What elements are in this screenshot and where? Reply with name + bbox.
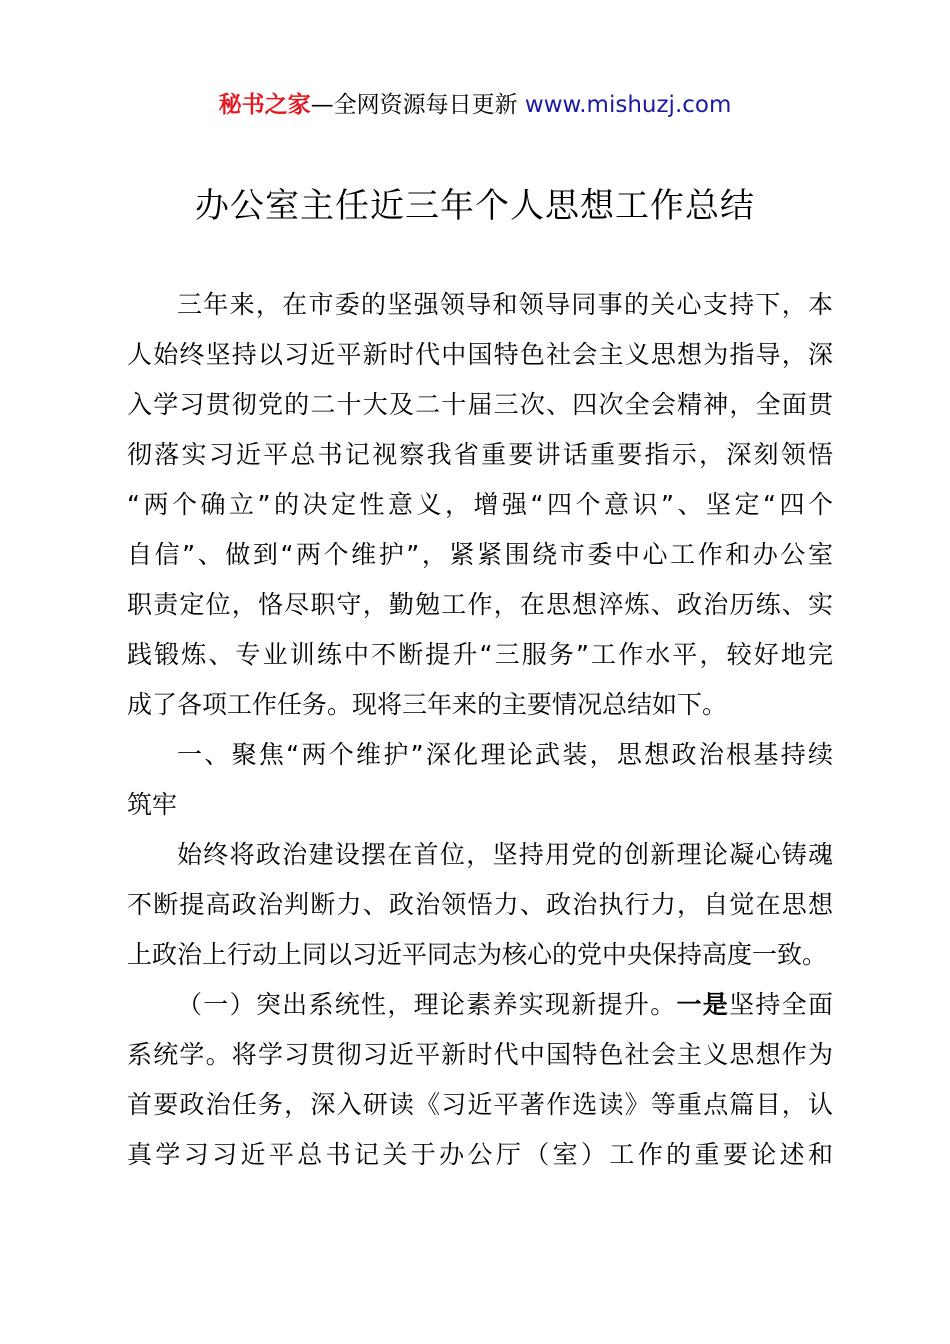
document-title: 办公室主任近三年个人思想工作总结 xyxy=(195,186,755,226)
heading-line: 筑牢 xyxy=(127,790,178,819)
text-line: “两个确立”的决定性意义，增强“四个意识”、坚定“四个 xyxy=(127,490,833,519)
text-line: 真学习习近平总书记关于办公厅（室）工作的重要论述和 xyxy=(127,1140,833,1169)
text-line: 首要政治任务，深入研读《习近平著作选读》等重点篇目，认 xyxy=(127,1090,833,1119)
text-line: 上政治上行动上同以习近平同志为核心的党中央保持高度一致。 xyxy=(127,940,828,969)
paragraph-political xyxy=(127,830,833,980)
text-line: 彻落实习近平总书记视察我省重要讲话重要指示，深刻领悟 xyxy=(127,440,833,469)
text-line: 自信”、做到“两个维护”，紧紧围绕市委中心工作和办公室 xyxy=(127,540,833,569)
text-line: 入学习贯彻党的二十大及二十届三次、四次全会精神，全面贯 xyxy=(127,390,833,419)
paragraph-intro xyxy=(127,280,833,730)
emphasis-first: 一是 xyxy=(676,990,730,1019)
section-heading-1 xyxy=(127,730,833,830)
text-line: 职责定位，恪尽职守，勤勉工作，在思想淬炼、政治历练、实 xyxy=(127,590,833,619)
text-line: 践锻炼、专业训练中不断提升“三服务”工作水平，较好地完 xyxy=(127,640,833,669)
text-line xyxy=(127,980,833,1030)
header-tagline: —全网资源每日更新 xyxy=(310,92,518,118)
text-line: 系统学。将学习贯彻习近平新时代中国特色社会主义思想作为 xyxy=(127,1040,833,1069)
text-line: 始终将政治建设摆在首位，坚持用党的创新理论凝心铸魂 xyxy=(177,840,833,869)
brand-name: 秘书之家 xyxy=(218,92,311,118)
text-line: 三年来，在市委的坚强领导和领导同事的关心支持下，本 xyxy=(177,290,833,319)
site-header xyxy=(0,88,950,122)
site-url-link[interactable]: www.mishuzj.com xyxy=(524,92,732,118)
text-line: 不断提高政治判断力、政治领悟力、政治执行力，自觉在思想 xyxy=(127,890,833,919)
text-line: 人始终坚持以习近平新时代中国特色社会主义思想为指导，深 xyxy=(127,340,833,369)
paragraph-theory xyxy=(127,980,833,1180)
document-body xyxy=(127,280,833,1180)
text-fragment: 坚持全面 xyxy=(729,990,833,1019)
heading-line: 一、聚焦“两个维护”深化理论武装，思想政治根基持续 xyxy=(177,740,833,769)
text-line: 成了各项工作任务。现将三年来的主要情况总结如下。 xyxy=(127,690,728,719)
subsection-lead: （一）突出系统性，理论素养实现新提升。 xyxy=(177,990,677,1019)
